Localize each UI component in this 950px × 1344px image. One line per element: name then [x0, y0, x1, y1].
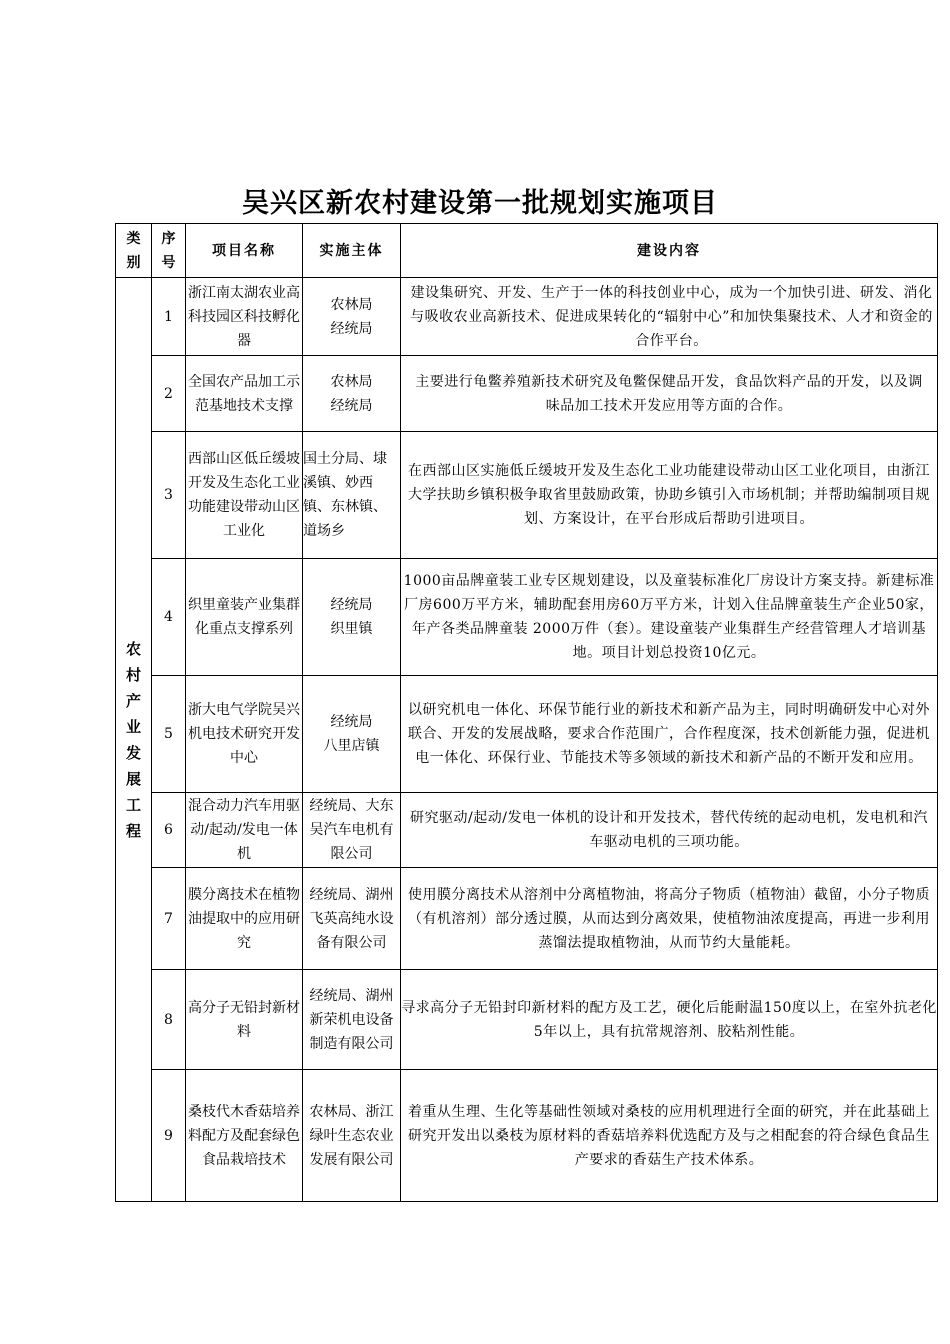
project-table: [115, 223, 938, 1202]
table-row: [116, 1070, 938, 1202]
header-content: 建设内容: [401, 224, 938, 278]
table-header-row: [116, 224, 938, 278]
project-content: 以研究机电一体化、环保节能行业的新技术和新产品为主，同时明确研发中心对外联合、开发的发展战略，要求合作范围广，合作程度深，技术创新能力强，促进机电一体化、环保行业、节能技术等多领域的新技术和新产品的不断开发和应用。: [401, 676, 938, 793]
project-owner: 经统局 八里店镇: [303, 676, 401, 793]
category-label: 农村产业发展工程: [126, 639, 142, 840]
project-name: 织里童装产业集群化重点支撑系列: [186, 559, 303, 676]
project-owner: 经统局、湖州新荣机电设备制造有限公司: [303, 970, 401, 1070]
table-row: [116, 970, 938, 1070]
table-row: [116, 278, 938, 356]
project-owner: 农林局、浙江绿叶生态农业发展有限公司: [303, 1070, 401, 1202]
project-owner: 国土分局、埭溪镇、妙西镇、东林镇、道场乡: [303, 432, 401, 559]
project-name: 膜分离技术在植物油提取中的应用研究: [186, 868, 303, 970]
project-name: 混合动力汽车用驱动/起动/发电一体机: [186, 793, 303, 868]
project-name: 浙江南太湖农业高科技园区科技孵化器: [186, 278, 303, 356]
table-row: [116, 432, 938, 559]
category-cell: [116, 278, 152, 1202]
header-no-label: 序号: [161, 230, 176, 271]
document-title: 吴兴区新农村建设第一批规划实施项目: [242, 188, 718, 219]
project-owner: 农林局 经统局: [303, 356, 401, 432]
project-content: 使用膜分离技术从溶剂中分离植物油，将高分子物质（植物油）截留，小分子物质（有机溶剂）部分透过膜，从而达到分离效果，使植物油浓度提高，再进一步利用蒸馏法提取植物油，从而节约大量能耗。: [401, 868, 938, 970]
row-no: 1: [152, 278, 186, 356]
project-owner: 经统局 织里镇: [303, 559, 401, 676]
project-name: 浙大电气学院吴兴机电技术研究开发中心: [186, 676, 303, 793]
row-no: 9: [152, 1070, 186, 1202]
header-no: [152, 224, 186, 278]
table-row: [116, 356, 938, 432]
table-row: [116, 793, 938, 868]
header-category-label: 类别: [126, 230, 141, 271]
row-no: 7: [152, 868, 186, 970]
project-owner: 经统局、大东吴汽车电机有限公司: [303, 793, 401, 868]
row-no: 3: [152, 432, 186, 559]
header-category: [116, 224, 152, 278]
project-content: 研究驱动/起动/发电一体机的设计和开发技术，替代传统的起动电机，发电机和汽车驱动电机的三项功能。: [401, 793, 938, 868]
row-no: 6: [152, 793, 186, 868]
row-no: 8: [152, 970, 186, 1070]
project-content: 在西部山区实施低丘缓坡开发及生态化工业功能建设带动山区工业化项目，由浙江大学扶助乡镇积极争取省里鼓励政策，协助乡镇引入市场机制；并帮助编制项目规划、方案设计，在平台形成后帮助引进项目。: [401, 432, 938, 559]
header-name: 项目名称: [186, 224, 303, 278]
project-content: 建设集研究、开发、生产于一体的科技创业中心，成为一个加快引进、研发、消化与吸收农业高新技术、促进成果转化的“辐射中心”和加快集聚技术、人才和资金的合作平台。: [401, 278, 938, 356]
row-no: 4: [152, 559, 186, 676]
row-no: 5: [152, 676, 186, 793]
project-content: 寻求高分子无铅封印新材料的配方及工艺，硬化后能耐温150度以上，在室外抗老化5年以上，具有抗常规溶剂、胶粘剂性能。: [401, 970, 938, 1070]
table-row: [116, 559, 938, 676]
project-name: 全国农产品加工示范基地技术支撑: [186, 356, 303, 432]
header-owner: 实施主体: [303, 224, 401, 278]
project-owner: 经统局、湖州飞英高纯水设备有限公司: [303, 868, 401, 970]
project-name: 桑枝代木香菇培养料配方及配套绿色食品栽培技术: [186, 1070, 303, 1202]
project-content: 1000亩品牌童装工业专区规划建设，以及童装标准化厂房设计方案支持。新建标准厂房600万平方米，辅助配套用房60万平方米，计划入住品牌童装生产企业50家，年产各类品牌童装 2000万件（套）。建设童装产业集群生产经营管理人才培训基地。项目计划总投资10亿元。: [401, 559, 938, 676]
project-content: 着重从生理、生化等基础性领域对桑枝的应用机理进行全面的研究，并在此基础上研究开发出以桑枝为原材料的香菇培养料优选配方及与之相配套的符合绿色食品生产要求的香菇生产技术体系。: [401, 1070, 938, 1202]
project-owner: 农林局 经统局: [303, 278, 401, 356]
project-name: 西部山区低丘缓坡开发及生态化工业功能建设带动山区工业化: [186, 432, 303, 559]
project-name: 高分子无铅封新材料: [186, 970, 303, 1070]
row-no: 2: [152, 356, 186, 432]
project-content: 主要进行龟鳖养殖新技术研究及龟鳖保健品开发，食品饮料产品的开发，以及调味品加工技术开发应用等方面的合作。: [401, 356, 938, 432]
table-row: [116, 676, 938, 793]
table-row: [116, 868, 938, 970]
